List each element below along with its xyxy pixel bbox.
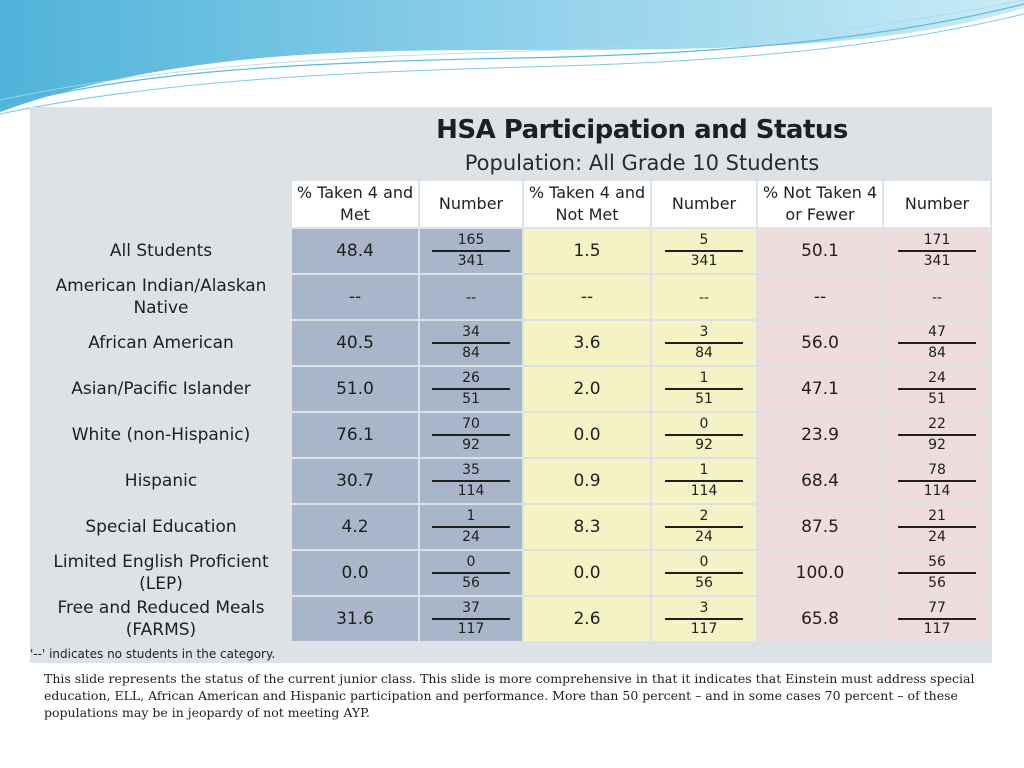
fraction-numerator: 0 — [432, 555, 510, 574]
number-cell-nottaken — [884, 597, 990, 641]
fraction-denominator: 114 — [923, 483, 951, 499]
fraction-denominator: 117 — [923, 621, 951, 637]
fraction-denominator: 51 — [462, 391, 480, 407]
fraction — [432, 555, 510, 591]
number-cell-met — [420, 459, 522, 503]
fraction-denominator: 92 — [462, 437, 480, 453]
table-row — [32, 551, 990, 595]
number-cell-met — [420, 321, 522, 365]
fraction — [432, 417, 510, 453]
row-label: African American — [32, 321, 290, 365]
fraction-numerator: 22 — [898, 417, 976, 436]
fraction — [898, 463, 976, 499]
table-body — [32, 229, 990, 641]
number-cell-nottaken — [884, 459, 990, 503]
fraction — [432, 371, 510, 407]
fraction-numerator: 2 — [665, 509, 743, 528]
fraction — [432, 463, 510, 499]
table-header-row — [32, 181, 990, 227]
fraction-denominator: 341 — [457, 253, 485, 269]
percent-cell-met: 4.2 — [292, 505, 418, 549]
fraction — [665, 371, 743, 407]
table-title: HSA Participation and Status — [436, 115, 848, 145]
fraction — [665, 417, 743, 453]
fraction-denominator: 92 — [695, 437, 713, 453]
fraction-numerator: 0 — [665, 417, 743, 436]
table-row — [32, 597, 990, 641]
number-cell-nottaken — [884, 505, 990, 549]
table-footnote: '--' indicates no students in the category. — [30, 647, 276, 661]
number-cell-notmet — [652, 597, 756, 641]
percent-cell-nottaken: 23.9 — [758, 413, 882, 457]
table-row — [32, 505, 990, 549]
table-subtitle: Population: All Grade 10 Students — [464, 151, 820, 175]
row-label: Free and Reduced Meals (FARMS) — [32, 597, 290, 641]
fraction-numerator: -- — [931, 289, 943, 306]
percent-cell-met: 31.6 — [292, 597, 418, 641]
column-header: Number — [884, 181, 990, 227]
fraction-numerator: 1 — [665, 371, 743, 390]
row-label: Hispanic — [32, 459, 290, 503]
fraction-numerator: 3 — [665, 325, 743, 344]
number-cell-notmet — [652, 413, 756, 457]
fraction-denominator: 341 — [690, 253, 718, 269]
fraction-numerator: 24 — [898, 371, 976, 390]
percent-cell-notmet: 8.3 — [524, 505, 650, 549]
number-cell-nottaken — [884, 367, 990, 411]
table-row — [32, 275, 990, 319]
fraction — [665, 325, 743, 361]
fraction-denominator: 51 — [928, 391, 946, 407]
fraction-denominator: 92 — [928, 437, 946, 453]
fraction-denominator: 114 — [690, 483, 718, 499]
number-cell-nottaken — [884, 275, 990, 319]
fraction-numerator: 21 — [898, 509, 976, 528]
percent-cell-met: 48.4 — [292, 229, 418, 273]
column-header: % Taken 4 and Not Met — [524, 181, 650, 227]
fraction-numerator: 34 — [432, 325, 510, 344]
fraction-denominator: 117 — [457, 621, 485, 637]
fraction-denominator: 56 — [695, 575, 713, 591]
fraction-numerator: 56 — [898, 555, 976, 574]
percent-cell-nottaken: 65.8 — [758, 597, 882, 641]
fraction — [898, 233, 976, 269]
fraction-numerator: 5 — [665, 233, 743, 252]
fraction-denominator: 24 — [928, 529, 946, 545]
fraction-numerator: 70 — [432, 417, 510, 436]
percent-cell-nottaken: 47.1 — [758, 367, 882, 411]
fraction-denominator: 114 — [457, 483, 485, 499]
percent-cell-nottaken: 56.0 — [758, 321, 882, 365]
column-header: % Not Taken 4 or Fewer — [758, 181, 882, 227]
fraction-denominator: 56 — [462, 575, 480, 591]
fraction — [898, 601, 976, 637]
number-cell-notmet — [652, 551, 756, 595]
fraction-numerator: 0 — [665, 555, 743, 574]
fraction-denominator: 56 — [928, 575, 946, 591]
percent-cell-notmet: 0.9 — [524, 459, 650, 503]
number-cell-notmet — [652, 275, 756, 319]
fraction-numerator: -- — [698, 289, 710, 306]
fraction-denominator: 24 — [695, 529, 713, 545]
table-row — [32, 321, 990, 365]
number-cell-notmet — [652, 321, 756, 365]
fraction — [898, 371, 976, 407]
percent-cell-notmet: 1.5 — [524, 229, 650, 273]
percent-cell-nottaken: 68.4 — [758, 459, 882, 503]
percent-cell-nottaken: 87.5 — [758, 505, 882, 549]
fraction-numerator: 171 — [898, 233, 976, 252]
percent-cell-notmet: -- — [524, 275, 650, 319]
fraction-denominator: 117 — [690, 621, 718, 637]
percent-cell-notmet: 2.0 — [524, 367, 650, 411]
fraction — [898, 325, 976, 361]
percent-cell-met: 0.0 — [292, 551, 418, 595]
column-header: % Taken 4 and Met — [292, 181, 418, 227]
row-label: White (non-Hispanic) — [32, 413, 290, 457]
slide-caption: This slide represents the status of the current junior class. This slide is more comprehensive in that it indicates that Einstein must address special education, ELL, African American and Hispanic participation and performance. More than 50 percent – and in some cases 70 percent – of these populations may be in jeopardy of not meeting AYP. — [44, 671, 975, 720]
fraction-numerator: 47 — [898, 325, 976, 344]
number-cell-nottaken — [884, 321, 990, 365]
fraction — [432, 509, 510, 545]
fraction-numerator: 78 — [898, 463, 976, 482]
fraction — [665, 463, 743, 499]
header-corner — [32, 181, 290, 227]
number-cell-nottaken — [884, 551, 990, 595]
fraction-denominator: 84 — [695, 345, 713, 361]
percent-cell-met: 30.7 — [292, 459, 418, 503]
fraction-denominator: 341 — [923, 253, 951, 269]
fraction-numerator: 77 — [898, 601, 976, 620]
percent-cell-met: 76.1 — [292, 413, 418, 457]
fraction — [665, 291, 743, 308]
percent-cell-notmet: 0.0 — [524, 551, 650, 595]
number-cell-notmet — [652, 229, 756, 273]
percent-cell-nottaken: 50.1 — [758, 229, 882, 273]
column-header: Number — [652, 181, 756, 227]
fraction — [432, 325, 510, 361]
percent-cell-notmet: 3.6 — [524, 321, 650, 365]
fraction-denominator: 84 — [928, 345, 946, 361]
fraction — [665, 601, 743, 637]
table-row — [32, 367, 990, 411]
fraction — [432, 601, 510, 637]
fraction-numerator: 35 — [432, 463, 510, 482]
percent-cell-notmet: 0.0 — [524, 413, 650, 457]
fraction — [665, 509, 743, 545]
number-cell-met — [420, 275, 522, 319]
number-cell-nottaken — [884, 413, 990, 457]
hsa-status-table — [30, 179, 992, 643]
percent-cell-met: 40.5 — [292, 321, 418, 365]
number-cell-met — [420, 551, 522, 595]
row-label: Asian/Pacific Islander — [32, 367, 290, 411]
number-cell-met — [420, 367, 522, 411]
percent-cell-met: -- — [292, 275, 418, 319]
table-row — [32, 229, 990, 273]
fraction — [432, 233, 510, 269]
table-row — [32, 459, 990, 503]
row-label: Limited English Proficient (LEP) — [32, 551, 290, 595]
fraction-numerator: 26 — [432, 371, 510, 390]
number-cell-notmet — [652, 367, 756, 411]
number-cell-met — [420, 597, 522, 641]
fraction-denominator: 24 — [462, 529, 480, 545]
fraction-numerator: 3 — [665, 601, 743, 620]
number-cell-nottaken — [884, 229, 990, 273]
percent-cell-notmet: 2.6 — [524, 597, 650, 641]
percent-cell-met: 51.0 — [292, 367, 418, 411]
fraction-numerator: -- — [465, 289, 477, 306]
fraction-denominator: 84 — [462, 345, 480, 361]
fraction — [898, 417, 976, 453]
table-heading — [292, 107, 992, 179]
fraction-denominator: 51 — [695, 391, 713, 407]
number-cell-met — [420, 413, 522, 457]
number-cell-notmet — [652, 505, 756, 549]
number-cell-met — [420, 505, 522, 549]
row-label: American Indian/Alaskan Native — [32, 275, 290, 319]
fraction-numerator: 1 — [665, 463, 743, 482]
fraction-numerator: 165 — [432, 233, 510, 252]
column-header: Number — [420, 181, 522, 227]
percent-cell-nottaken: 100.0 — [758, 551, 882, 595]
row-label: All Students — [32, 229, 290, 273]
fraction-numerator: 37 — [432, 601, 510, 620]
table-row — [32, 413, 990, 457]
fraction — [432, 291, 510, 308]
row-label: Special Education — [32, 505, 290, 549]
table-slide-image — [30, 107, 992, 663]
fraction — [898, 509, 976, 545]
percent-cell-nottaken: -- — [758, 275, 882, 319]
fraction — [665, 555, 743, 591]
number-cell-notmet — [652, 459, 756, 503]
fraction — [898, 291, 976, 308]
fraction — [665, 233, 743, 269]
number-cell-met — [420, 229, 522, 273]
fraction — [898, 555, 976, 591]
fraction-numerator: 1 — [432, 509, 510, 528]
